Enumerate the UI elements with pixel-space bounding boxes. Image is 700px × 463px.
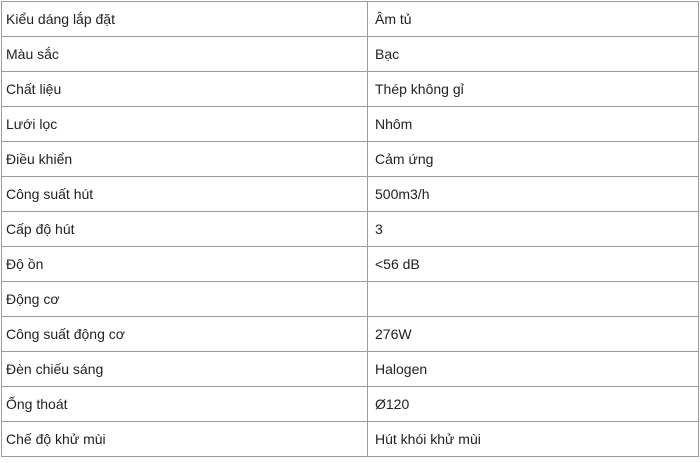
spec-label: Màu sắc xyxy=(2,37,368,72)
table-row xyxy=(2,2,699,37)
spec-label: Chế độ khử mùi xyxy=(2,422,368,457)
table-row xyxy=(2,247,699,282)
spec-label: Công suất hút xyxy=(2,177,368,212)
spec-value: 276W xyxy=(368,317,699,352)
table-row xyxy=(2,317,699,352)
table-row xyxy=(2,107,699,142)
spec-label: Ống thoát xyxy=(2,387,368,422)
spec-label: Lưới lọc xyxy=(2,107,368,142)
spec-value: Thép không gỉ xyxy=(368,72,699,107)
spec-value: Bạc xyxy=(368,37,699,72)
table-row xyxy=(2,177,699,212)
spec-label: Cấp độ hút xyxy=(2,212,368,247)
spec-label: Động cơ xyxy=(2,282,368,317)
table-row xyxy=(2,282,699,317)
table-row xyxy=(2,352,699,387)
specifications-table xyxy=(1,1,699,457)
spec-value: Âm tủ xyxy=(368,2,699,37)
spec-value: 3 xyxy=(368,212,699,247)
spec-value: Nhôm xyxy=(368,107,699,142)
spec-label: Độ ồn xyxy=(2,247,368,282)
spec-value: <56 dB xyxy=(368,247,699,282)
spec-value: Ø120 xyxy=(368,387,699,422)
spec-value: 500m3/h xyxy=(368,177,699,212)
spec-label: Chất liệu xyxy=(2,72,368,107)
table-row xyxy=(2,37,699,72)
table-row xyxy=(2,72,699,107)
table-row xyxy=(2,422,699,457)
spec-label: Công suất động cơ xyxy=(2,317,368,352)
spec-value: Hút khói khử mùi xyxy=(368,422,699,457)
table-row xyxy=(2,387,699,422)
spec-value xyxy=(368,282,699,317)
spec-label: Đèn chiếu sáng xyxy=(2,352,368,387)
spec-label: Điều khiển xyxy=(2,142,368,177)
table-row xyxy=(2,142,699,177)
spec-value: Cảm ứng xyxy=(368,142,699,177)
table-row xyxy=(2,212,699,247)
spec-label: Kiểu dáng lắp đặt xyxy=(2,2,368,37)
spec-value: Halogen xyxy=(368,352,699,387)
